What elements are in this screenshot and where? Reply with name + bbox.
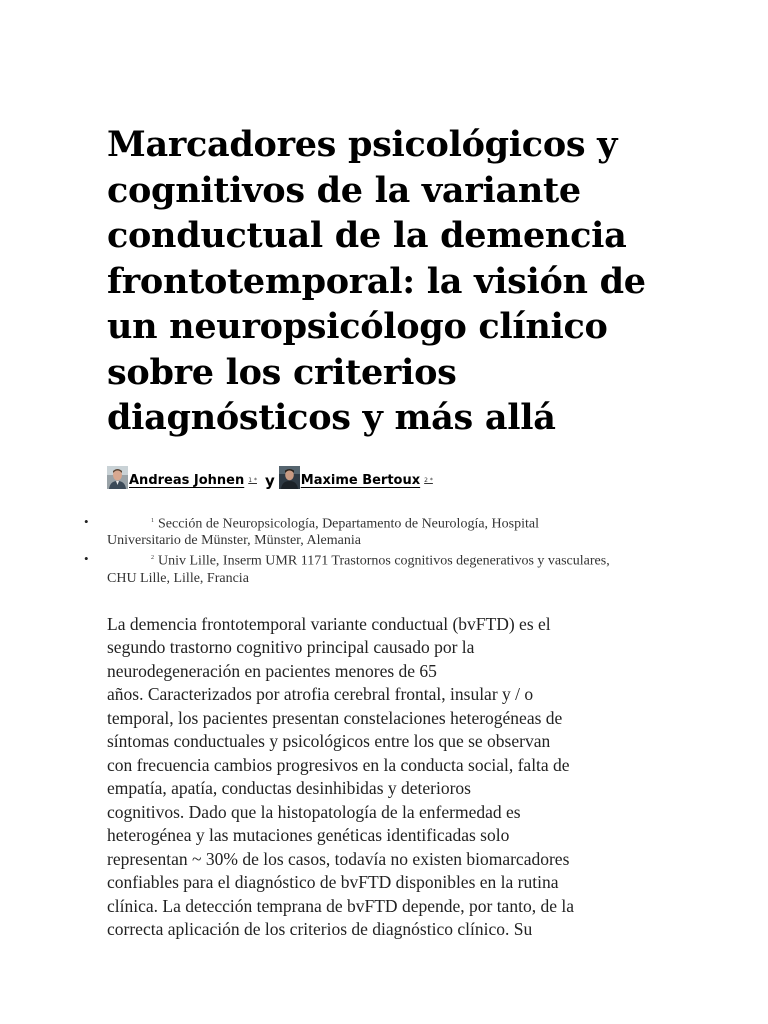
abstract-line: temporal, los pacientes presentan constelaciones heterogéneas de [107, 707, 563, 728]
affiliation-text: Univ Lille, Inserm UMR 1171 Trastornos cognitivos degenerativos y vasculares, [158, 553, 610, 569]
list-item [84, 513, 667, 550]
title-line: Marcadores psicológicos y [107, 124, 618, 165]
abstract-line: La demencia frontotemporal variante conductual (bvFTD) es el [107, 613, 551, 634]
abstract-line: síntomas conductuales y psicológicos entre los que se observan [107, 731, 551, 752]
abstract-line: correcta aplicación de los criterios de diagnóstico clínico. Su [107, 919, 533, 940]
affiliation-number: 1 [151, 517, 154, 524]
title-line: diagnósticos y más allá [107, 397, 556, 438]
affiliation-number: 2 [151, 555, 154, 562]
author-affiliation-marker[interactable]: 2 * [424, 477, 433, 484]
abstract-line: segundo trastorno cognitivo principal causado por la [107, 637, 475, 658]
list-item [84, 550, 667, 587]
author-photo-icon [279, 466, 300, 489]
abstract-line: empatía, apatía, conductas desinhibidas y deterioros [107, 778, 471, 799]
article-title [107, 122, 667, 441]
author-list [107, 467, 667, 495]
abstract-line: clínica. La detección temprana de bvFTD depende, por tanto, de la [107, 895, 574, 916]
title-line: un neuropsicólogo clínico [107, 306, 608, 347]
bullet-icon: • [84, 513, 89, 529]
affiliation-text: Universitario de Münster, Münster, Alemania [107, 533, 361, 549]
affiliation-text: Sección de Neuropsicología, Departamento de Neurología, Hospital [158, 516, 539, 532]
author-conjunction: y [264, 471, 275, 490]
abstract-line: neurodegeneración en pacientes menores de 65 [107, 660, 437, 681]
abstract-line: con frecuencia cambios progresivos en la conducta social, falta de [107, 754, 570, 775]
abstract-line: heterogénea y las mutaciones genéticas identificadas solo [107, 825, 510, 846]
title-line: conductual de la demencia [107, 215, 627, 256]
abstract-line: años. Caracterizados por atrofia cerebral frontal, insular y / o [107, 684, 534, 705]
affiliation-text: CHU Lille, Lille, Francia [107, 570, 249, 586]
abstract-paragraph [107, 613, 667, 942]
article [84, 122, 667, 942]
title-line: frontotemporal: la visión de [107, 260, 646, 302]
author-photo-icon [107, 466, 128, 489]
abstract-line: representan ~ 30% de los casos, todavía no existen biomarcadores [107, 848, 570, 869]
author-maxime-bertoux[interactable] [279, 469, 433, 492]
author-andreas-johnen[interactable] [107, 469, 257, 492]
abstract-line: confiables para el diagnóstico de bvFTD disponibles en la rutina [107, 872, 559, 893]
author-name[interactable]: Maxime Bertoux [300, 473, 421, 488]
bullet-icon: • [84, 551, 89, 567]
title-line: cognitivos de la variante [107, 169, 581, 211]
title-line: sobre los criterios [107, 351, 457, 393]
affiliation-list [84, 513, 667, 587]
abstract-line: cognitivos. Dado que la histopatología de la enfermedad es [107, 801, 521, 822]
author-affiliation-marker[interactable]: 1 * [248, 477, 257, 484]
author-name[interactable]: Andreas Johnen [129, 473, 245, 488]
